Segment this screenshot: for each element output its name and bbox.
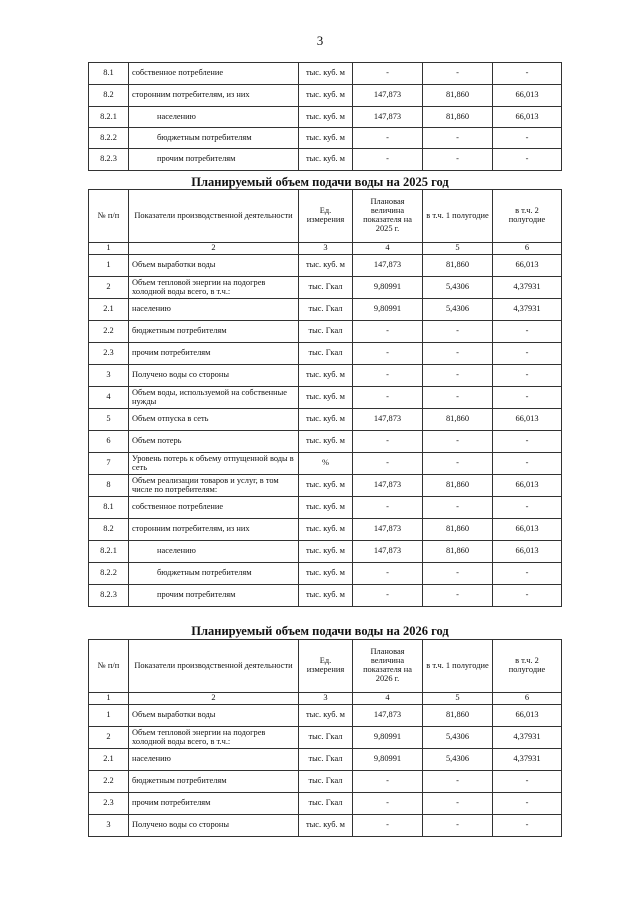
row-unit: тыс. Гкал [299, 749, 353, 771]
row-number: 8.1 [89, 497, 129, 519]
row-indicator: прочим потребителям [129, 793, 299, 815]
row-plan-value: 147,873 [353, 85, 423, 107]
header-num: № п/п [89, 190, 129, 243]
row-half1-value: 81,860 [423, 409, 493, 431]
row-unit: тыс. куб. м [299, 107, 353, 128]
table-row [89, 321, 562, 343]
row-unit: тыс. Гкал [299, 793, 353, 815]
row-indicator: Объем потерь [129, 431, 299, 453]
row-half1-value: 81,860 [423, 475, 493, 497]
table-row [89, 563, 562, 585]
row-indicator: населению [129, 107, 299, 128]
row-half2-value: - [493, 365, 562, 387]
row-half1-value: - [423, 431, 493, 453]
row-unit: % [299, 453, 353, 475]
row-indicator: сторонним потребителям, из них [129, 85, 299, 107]
table-row [89, 585, 562, 607]
row-unit: тыс. Гкал [299, 343, 353, 365]
header-num: № п/п [89, 640, 129, 693]
header-h1: в т.ч. 1 полугодие [423, 190, 493, 243]
row-number: 8.2 [89, 519, 129, 541]
table-row [89, 749, 562, 771]
row-number: 1 [89, 705, 129, 727]
row-half1-value: - [423, 771, 493, 793]
row-half2-value: 66,013 [493, 409, 562, 431]
row-number: 8.2.2 [89, 128, 129, 149]
col-number: 6 [493, 243, 562, 255]
row-number: 2.1 [89, 749, 129, 771]
row-unit: тыс. Гкал [299, 299, 353, 321]
row-half2-value: - [493, 321, 562, 343]
row-plan-value: - [353, 387, 423, 409]
table-row [89, 431, 562, 453]
row-half1-value: 81,860 [423, 107, 493, 128]
row-indicator: Уровень потерь к объему отпущенной воды в сеть [129, 453, 299, 475]
row-half1-value: 81,860 [423, 255, 493, 277]
row-number: 2 [89, 277, 129, 299]
col-number: 6 [493, 693, 562, 705]
row-plan-value: 147,873 [353, 409, 423, 431]
row-plan-value: - [353, 128, 423, 149]
table-row [89, 255, 562, 277]
row-indicator: прочим потребителям [129, 585, 299, 607]
table-row [89, 453, 562, 475]
row-half2-value: - [493, 497, 562, 519]
row-plan-value: - [353, 585, 423, 607]
row-half1-value: - [423, 563, 493, 585]
row-number: 8.2.3 [89, 585, 129, 607]
row-indicator: Объем реализации товаров и услуг, в том числе по потребителям: [129, 475, 299, 497]
table-row [89, 409, 562, 431]
row-indicator: Объем тепловой энергии на подогрев холодной воды всего, в т.ч.: [129, 727, 299, 749]
table-row [89, 63, 562, 85]
row-plan-value: - [353, 321, 423, 343]
row-half2-value: - [493, 387, 562, 409]
header-name: Показатели производственной деятельности [129, 640, 299, 693]
table-row [89, 475, 562, 497]
row-half2-value: 66,013 [493, 85, 562, 107]
row-unit: тыс. Гкал [299, 727, 353, 749]
table-row [89, 497, 562, 519]
row-half2-value: - [493, 63, 562, 85]
row-half1-value: - [423, 63, 493, 85]
row-number: 8.2 [89, 85, 129, 107]
row-number: 4 [89, 387, 129, 409]
col-number: 2 [129, 693, 299, 705]
row-unit: тыс. куб. м [299, 563, 353, 585]
section-title-2025: Планируемый объем подачи воды на 2025 год [191, 175, 449, 189]
row-unit: тыс. куб. м [299, 365, 353, 387]
row-half2-value: 4,37931 [493, 277, 562, 299]
row-unit: тыс. куб. м [299, 519, 353, 541]
table-row [89, 541, 562, 563]
row-indicator: сторонним потребителям, из них [129, 519, 299, 541]
row-indicator: собственное потребление [129, 497, 299, 519]
row-half1-value: 5,4306 [423, 749, 493, 771]
row-plan-value: - [353, 63, 423, 85]
row-plan-value: 147,873 [353, 475, 423, 497]
table-row [89, 277, 562, 299]
col-number: 5 [423, 243, 493, 255]
section-title-2026: Планируемый объем подачи воды на 2026 год [191, 624, 449, 638]
row-indicator: прочим потребителям [129, 343, 299, 365]
header-plan: Плановая величина показателя на 2026 г. [353, 640, 423, 693]
row-unit: тыс. куб. м [299, 475, 353, 497]
row-half1-value: 5,4306 [423, 277, 493, 299]
row-half1-value: - [423, 321, 493, 343]
col-number: 3 [299, 243, 353, 255]
table-row [89, 705, 562, 727]
row-half2-value: - [493, 793, 562, 815]
row-half1-value: - [423, 365, 493, 387]
table-row [89, 343, 562, 365]
row-half1-value: - [423, 815, 493, 837]
row-number: 5 [89, 409, 129, 431]
row-number: 3 [89, 815, 129, 837]
table-row [89, 299, 562, 321]
row-unit: тыс. куб. м [299, 387, 353, 409]
table-row [89, 519, 562, 541]
row-plan-value: 9,80991 [353, 727, 423, 749]
table-row [89, 128, 562, 149]
row-half2-value: 66,013 [493, 255, 562, 277]
row-unit: тыс. куб. м [299, 541, 353, 563]
row-unit: тыс. куб. м [299, 63, 353, 85]
col-number: 4 [353, 693, 423, 705]
row-plan-value: - [353, 793, 423, 815]
row-number: 8.2.2 [89, 563, 129, 585]
row-unit: тыс. куб. м [299, 497, 353, 519]
row-plan-value: - [353, 431, 423, 453]
row-plan-value: - [353, 497, 423, 519]
col-number: 2 [129, 243, 299, 255]
row-half2-value: - [493, 453, 562, 475]
row-half1-value: - [423, 793, 493, 815]
row-unit: тыс. Гкал [299, 321, 353, 343]
row-indicator: Получено воды со стороны [129, 365, 299, 387]
row-half2-value: - [493, 563, 562, 585]
table-row [89, 727, 562, 749]
row-number: 1 [89, 255, 129, 277]
row-half2-value: - [493, 771, 562, 793]
table-2026 [88, 639, 562, 837]
row-half1-value: 5,4306 [423, 299, 493, 321]
col-number: 1 [89, 243, 129, 255]
table-row [89, 387, 562, 409]
row-plan-value: 9,80991 [353, 749, 423, 771]
row-half2-value: 66,013 [493, 705, 562, 727]
row-indicator: населению [129, 299, 299, 321]
header-h2: в т.ч. 2 полугодие [493, 640, 562, 693]
row-number: 8.2.1 [89, 541, 129, 563]
row-half2-value: - [493, 149, 562, 171]
row-plan-value: - [353, 453, 423, 475]
row-plan-value: - [353, 343, 423, 365]
row-number: 6 [89, 431, 129, 453]
row-plan-value: - [353, 563, 423, 585]
row-unit: тыс. Гкал [299, 771, 353, 793]
row-half1-value: - [423, 387, 493, 409]
header-plan: Плановая величина показателя на 2025 г. [353, 190, 423, 243]
row-half2-value: 66,013 [493, 541, 562, 563]
table-2025 [88, 189, 562, 607]
row-unit: тыс. куб. м [299, 128, 353, 149]
row-half1-value: - [423, 149, 493, 171]
row-half1-value: - [423, 497, 493, 519]
row-unit: тыс. куб. м [299, 585, 353, 607]
row-number: 2.1 [89, 299, 129, 321]
row-half1-value: 81,860 [423, 541, 493, 563]
row-unit: тыс. куб. м [299, 255, 353, 277]
header-unit: Ед. измерения [299, 640, 353, 693]
row-number: 2 [89, 727, 129, 749]
row-unit: тыс. куб. м [299, 149, 353, 171]
row-indicator: прочим потребителям [129, 149, 299, 171]
row-plan-value: 9,80991 [353, 277, 423, 299]
row-half1-value: 81,860 [423, 705, 493, 727]
row-half2-value: - [493, 585, 562, 607]
table-row [89, 149, 562, 171]
table-continuation [88, 62, 562, 171]
row-indicator: Объем воды, используемой на собственные нужды [129, 387, 299, 409]
row-indicator: Объем выработки воды [129, 255, 299, 277]
row-indicator: Объем отпуска в сеть [129, 409, 299, 431]
row-indicator: Объем тепловой энергии на подогрев холодной воды всего, в т.ч.: [129, 277, 299, 299]
row-half2-value: 66,013 [493, 475, 562, 497]
row-half2-value: - [493, 815, 562, 837]
header-unit: Ед. измерения [299, 190, 353, 243]
row-half1-value: - [423, 128, 493, 149]
row-plan-value: 147,873 [353, 541, 423, 563]
table-row [89, 85, 562, 107]
row-indicator: Получено воды со стороны [129, 815, 299, 837]
row-unit: тыс. куб. м [299, 705, 353, 727]
row-half1-value: - [423, 585, 493, 607]
row-number: 8.1 [89, 63, 129, 85]
row-plan-value: - [353, 771, 423, 793]
row-indicator: бюджетным потребителям [129, 563, 299, 585]
table-row [89, 365, 562, 387]
row-unit: тыс. Гкал [299, 277, 353, 299]
row-number: 7 [89, 453, 129, 475]
row-plan-value: - [353, 149, 423, 171]
row-half2-value: 4,37931 [493, 749, 562, 771]
row-number: 2.2 [89, 771, 129, 793]
row-half2-value: 4,37931 [493, 727, 562, 749]
row-half2-value: - [493, 343, 562, 365]
row-unit: тыс. куб. м [299, 431, 353, 453]
col-number: 5 [423, 693, 493, 705]
row-indicator: бюджетным потребителям [129, 771, 299, 793]
row-half2-value: - [493, 128, 562, 149]
row-half2-value: 66,013 [493, 107, 562, 128]
row-indicator: бюджетным потребителям [129, 321, 299, 343]
header-h2: в т.ч. 2 полугодие [493, 190, 562, 243]
row-plan-value: 147,873 [353, 107, 423, 128]
row-number: 3 [89, 365, 129, 387]
row-plan-value: - [353, 815, 423, 837]
row-number: 2.2 [89, 321, 129, 343]
row-half2-value: 4,37931 [493, 299, 562, 321]
row-unit: тыс. куб. м [299, 85, 353, 107]
row-number: 2.3 [89, 343, 129, 365]
page-number: 3 [316, 33, 324, 48]
row-half2-value: - [493, 431, 562, 453]
row-half1-value: 5,4306 [423, 727, 493, 749]
col-number: 3 [299, 693, 353, 705]
row-indicator: бюджетным потребителям [129, 128, 299, 149]
header-h1: в т.ч. 1 полугодие [423, 640, 493, 693]
row-number: 8.2.3 [89, 149, 129, 171]
row-indicator: населению [129, 541, 299, 563]
table-row [89, 107, 562, 128]
row-number: 2.3 [89, 793, 129, 815]
row-indicator: Объем выработки воды [129, 705, 299, 727]
col-number: 1 [89, 693, 129, 705]
row-half1-value: - [423, 453, 493, 475]
row-plan-value: 147,873 [353, 255, 423, 277]
row-half1-value: 81,860 [423, 85, 493, 107]
col-number: 4 [353, 243, 423, 255]
row-half1-value: - [423, 343, 493, 365]
header-name: Показатели производственной деятельности [129, 190, 299, 243]
row-plan-value: - [353, 365, 423, 387]
row-plan-value: 147,873 [353, 519, 423, 541]
table-row [89, 771, 562, 793]
row-indicator: населению [129, 749, 299, 771]
table-row [89, 815, 562, 837]
row-half1-value: 81,860 [423, 519, 493, 541]
row-unit: тыс. куб. м [299, 815, 353, 837]
table-row [89, 793, 562, 815]
row-half2-value: 66,013 [493, 519, 562, 541]
row-number: 8.2.1 [89, 107, 129, 128]
row-indicator: собственное потребление [129, 63, 299, 85]
row-plan-value: 147,873 [353, 705, 423, 727]
row-unit: тыс. куб. м [299, 409, 353, 431]
row-plan-value: 9,80991 [353, 299, 423, 321]
row-number: 8 [89, 475, 129, 497]
